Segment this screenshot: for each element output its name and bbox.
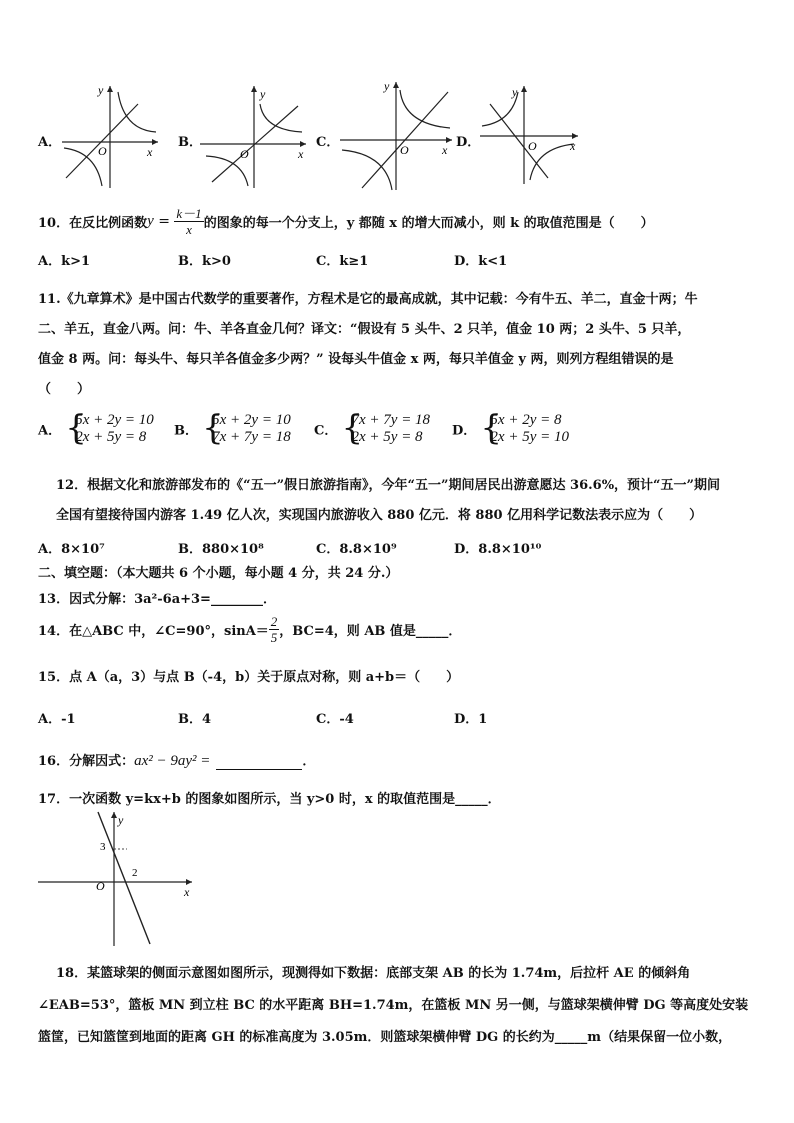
- q14-suffix: ，BC=4，则 AB 值是_____．: [279, 624, 462, 639]
- x-label: x: [298, 147, 304, 161]
- q11-option-b[interactable]: B． { 5x + 2y = 10 7x + 7y = 18: [174, 408, 291, 448]
- q12-line-2: 全国有望接待国内游客 1.49 亿人次，实现国内旅游收入 880 亿元．将 880 亿用科学记数法表示应为（ ）: [56, 508, 703, 523]
- q15-option-c[interactable]: C．-4: [316, 712, 354, 727]
- q10-y: y: [147, 213, 154, 229]
- option-label: B．: [178, 135, 202, 150]
- q12-option-b[interactable]: B．880×10⁸: [178, 542, 264, 557]
- graph-a: [60, 82, 160, 192]
- graph-c: [338, 78, 456, 194]
- q10-suffix: 的图象的每一个分支上，y 都随 x 的增大而减小，则 k 的取值范围是（ ）: [203, 216, 654, 231]
- y-label: y: [384, 79, 390, 93]
- y-intercept-label: 3: [100, 841, 106, 853]
- q10-option-d[interactable]: D．k<1: [454, 254, 508, 269]
- question-15: 15．点 A（a，3）与点 B（-4，b）关于原点对称，则 a+b＝（ ）: [38, 670, 460, 685]
- q10-prefix: 10．在反比例函数: [38, 216, 148, 231]
- q18-line-3: 篮筐，已知篮筐到地面的距离 GH 的标准高度为 3.05m．则篮球架横伸臂 DG 的长约为_____m（结果保留一位小数，: [38, 1030, 732, 1045]
- q12-option-c[interactable]: C．8.8×10⁹: [316, 542, 397, 557]
- q10-option-b[interactable]: B．k>0: [178, 254, 231, 269]
- graph-b: [198, 82, 310, 192]
- q16-expr: ax² − 9ay² =: [134, 753, 211, 769]
- q11-option-d[interactable]: D． { 5x + 2y = 8 2x + 5y = 10: [452, 408, 569, 448]
- q10-option-a[interactable]: A．k>1: [38, 254, 91, 269]
- q11-option-c[interactable]: C． { 7x + 7y = 18 2x + 5y = 8: [314, 408, 431, 448]
- origin-label: O: [528, 139, 537, 153]
- x-label: x: [442, 143, 448, 157]
- q11-line-4: （ ）: [38, 382, 91, 397]
- q15-option-d[interactable]: D．1: [454, 712, 488, 727]
- origin-label: O: [98, 144, 107, 158]
- q10-fraction: $\frac{k-1}{x}$: [176, 206, 202, 237]
- section-heading: 二、填空题：（本大题共 6 个小题，每小题 4 分，共 24 分.）: [38, 566, 399, 581]
- q12-option-d[interactable]: D．8.8×10¹⁰: [454, 542, 542, 557]
- q11-line-3: 值金 8 两。问：每头牛、每只羊各值金多少两？” 设每头牛值金 x 两，每只羊值金 y 两，则列方程组错误的是: [38, 352, 674, 367]
- x-label: x: [147, 145, 153, 159]
- origin-label: O: [96, 879, 105, 893]
- origin-label: O: [240, 147, 249, 161]
- question-10: [38, 206, 654, 237]
- y-label: y: [512, 85, 518, 99]
- question-17: 17．一次函数 y=kx+b 的图象如图所示，当 y>0 时，x 的取值范围是_____．: [38, 792, 501, 807]
- y-label: y: [98, 83, 104, 97]
- q18-line-2: ∠EAB=53°，篮板 MN 到立柱 BC 的水平距离 BH=1.74m，在篮板 MN 另一侧，与篮球架横伸臂 DG 等高度处安装: [38, 998, 749, 1013]
- question-16: [38, 750, 315, 770]
- q11-option-a[interactable]: A． { 5x + 2y = 10 2x + 5y = 8: [38, 408, 154, 448]
- q15-option-a[interactable]: A．-1: [38, 712, 76, 727]
- q10-option-c[interactable]: C．k≥1: [316, 254, 369, 269]
- option-label: D．: [456, 135, 481, 150]
- q10-eq: =: [153, 213, 175, 230]
- origin-label: O: [400, 143, 409, 157]
- question-13: 13．因式分解：3a²-6a+3=________．: [38, 592, 276, 607]
- question-14: [38, 614, 461, 645]
- q12-option-a[interactable]: A．8×10⁷: [38, 542, 105, 557]
- q14-prefix: 14．在△ABC 中，∠C=90°，sinA＝: [38, 624, 269, 639]
- y-label: y: [118, 813, 124, 827]
- q12-line-1: 12．根据文化和旅游部发布的《“五一”假日旅游指南》，今年“五一”期间居民出游意愿达 36.6%，预计“五一”期间: [56, 478, 720, 493]
- q11-line-2: 二、羊五，直金八两。问：牛、羊各直金几何？译文：“假设有 5 头牛、2 只羊，值金 10 两；2 头牛、5 只羊，: [38, 322, 691, 337]
- graph-d: [478, 82, 582, 188]
- q17-graph: [36, 808, 198, 948]
- option-label: C．: [316, 135, 340, 150]
- option-label: A．: [38, 135, 62, 150]
- q11-line-1: 11.《九章算术》是中国古代数学的重要著作，方程术是它的最高成就，其中记载：今有牛五、羊二，直金十两；牛: [38, 292, 698, 307]
- x-label: x: [184, 885, 190, 899]
- y-label: y: [260, 87, 266, 101]
- q18-line-1: 18．某篮球架的侧面示意图如图所示，现测得如下数据：底部支架 AB 的长为 1.74m，后拉杆 AE 的倾斜角: [56, 966, 691, 981]
- q16-answer-blank[interactable]: [216, 754, 302, 770]
- x-label: x: [570, 139, 576, 153]
- q16-prefix: 16．分解因式：: [38, 754, 135, 769]
- x-intercept-label: 2: [132, 867, 138, 879]
- q16-suffix: ．: [302, 754, 316, 769]
- q15-option-b[interactable]: B．4: [178, 712, 212, 727]
- q14-fraction: $\frac{2}{5}$: [270, 614, 278, 645]
